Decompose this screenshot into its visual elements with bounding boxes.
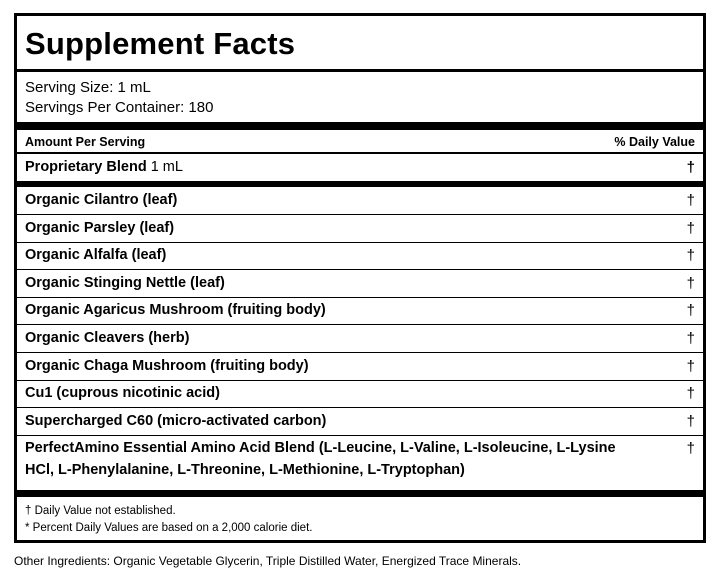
servings-per-container: Servings Per Container: 180 [25, 99, 214, 116]
title-divider [17, 69, 703, 72]
ingredient-dv: † [686, 247, 695, 264]
ingredient-name: Organic Cleavers (herb) [25, 330, 190, 346]
ingredient-dv: † [686, 358, 695, 375]
ingredient-row-amino-blend [17, 438, 703, 484]
ingredient-name-line1: PerfectAmino Essential Amino Acid Blend (L-Leucine, L-Valine, L-Isoleucine, L-Lysine [25, 440, 616, 456]
ingredient-dv: † [686, 275, 695, 292]
ingredient-name: Organic Alfalfa (leaf) [25, 247, 167, 263]
footnote-dagger: † Daily Value not established. [25, 505, 176, 517]
row-divider [17, 324, 703, 325]
row-divider [17, 297, 703, 298]
ingredient-row [17, 273, 703, 295]
row-divider [17, 435, 703, 436]
ingredient-row [17, 245, 703, 267]
ingredient-row [17, 383, 703, 405]
ingredient-name: Cu1 (cuprous nicotinic acid) [25, 385, 220, 401]
row-divider [17, 407, 703, 408]
header-divider [17, 152, 703, 154]
ingredient-name: Organic Parsley (leaf) [25, 220, 175, 236]
daily-value-header: % Daily Value [614, 135, 695, 149]
ingredient-dv: † [686, 385, 695, 402]
proprietary-blend-row [17, 157, 703, 181]
proprietary-blend-name: Proprietary Blend [25, 159, 147, 175]
row-divider [17, 214, 703, 215]
serving-size: Serving Size: 1 mL [25, 79, 151, 96]
ingredient-row [17, 218, 703, 240]
ingredient-name-line2: HCl, L-Phenylalanine, L-Threonine, L-Methionine, L-Tryptophan) [25, 462, 465, 478]
ingredient-row [17, 411, 703, 433]
row-divider [17, 380, 703, 381]
proprietary-blend-dv: † [686, 159, 695, 176]
ingredient-dv: † [686, 413, 695, 430]
ingredient-dv: † [686, 220, 695, 237]
ingredient-row [17, 190, 703, 212]
ingredient-name: Organic Chaga Mushroom (fruiting body) [25, 358, 309, 374]
ingredient-dv: † [686, 330, 695, 347]
proprietary-blend-amount: 1 mL [146, 159, 183, 175]
ingredient-row [17, 328, 703, 350]
row-divider [17, 269, 703, 270]
ingredient-row [17, 356, 703, 378]
ingredient-row [17, 300, 703, 322]
thick-divider-blend [17, 181, 703, 187]
amount-per-serving-header: Amount Per Serving [25, 135, 146, 149]
ingredient-dv: † [686, 302, 695, 319]
ingredient-name: Organic Stinging Nettle (leaf) [25, 275, 225, 291]
ingredient-name: Supercharged C60 (micro-activated carbon) [25, 413, 327, 429]
panel-title: Supplement Facts [25, 26, 296, 61]
thick-divider-top [17, 122, 703, 130]
proprietary-blend-label [25, 157, 183, 178]
row-divider [17, 352, 703, 353]
ingredient-name: Organic Cilantro (leaf) [25, 192, 178, 208]
thick-divider-bottom [17, 490, 703, 497]
ingredient-dv: † [686, 440, 695, 457]
row-divider [17, 242, 703, 243]
ingredient-name: Organic Agaricus Mushroom (fruiting body) [25, 302, 326, 318]
supplement-facts-panel [14, 13, 706, 543]
ingredient-dv: † [686, 192, 695, 209]
footnote-percent: * Percent Daily Values are based on a 2,000 calorie diet. [25, 522, 313, 534]
other-ingredients: Other Ingredients: Organic Vegetable Glycerin, Triple Distilled Water, Energized Trace Minerals. [14, 554, 522, 568]
